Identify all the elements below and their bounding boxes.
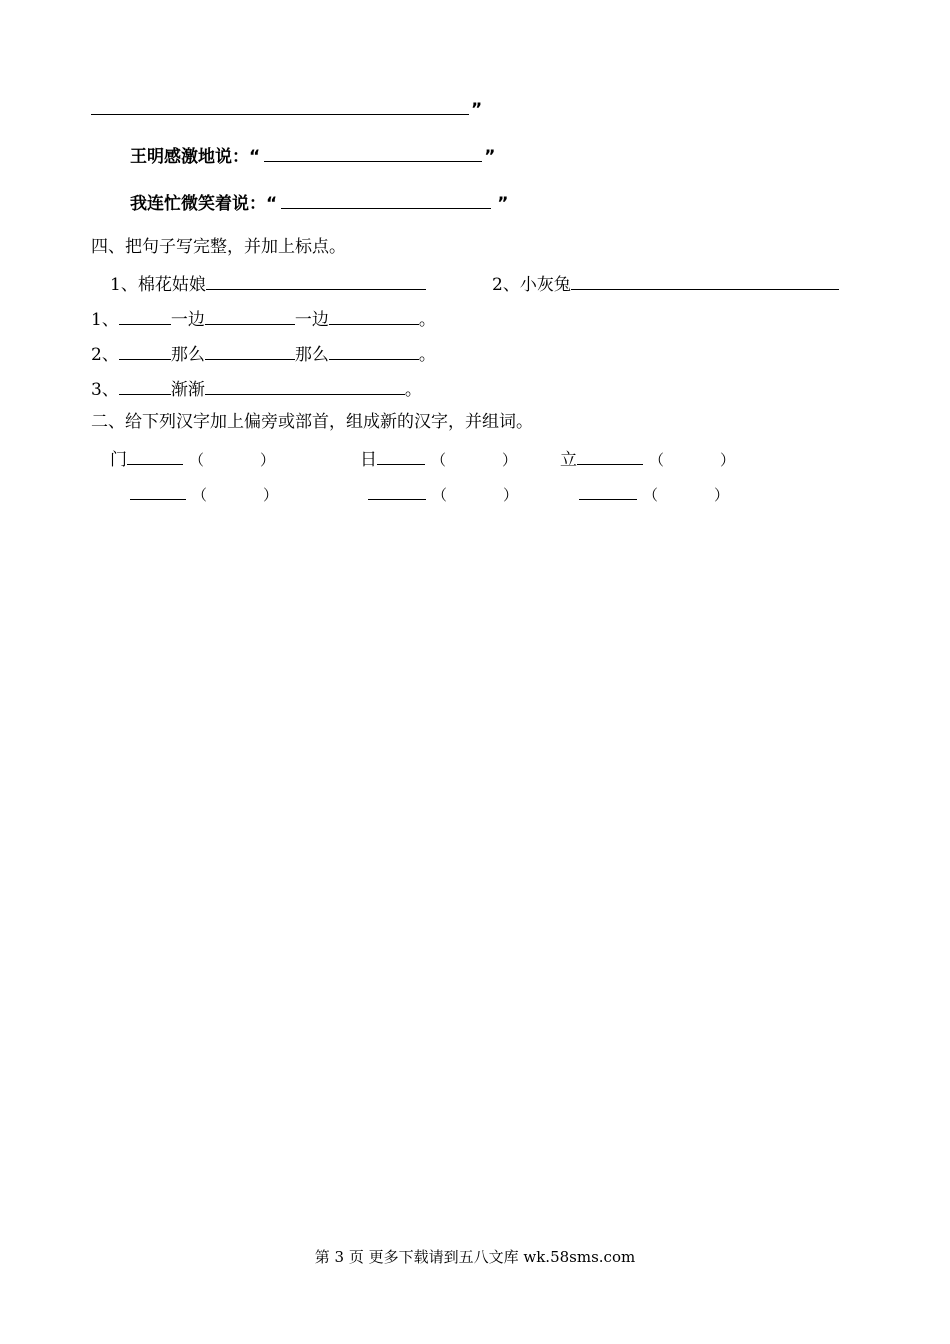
close-quote: ”	[484, 147, 496, 167]
answer-blank[interactable]	[281, 190, 491, 209]
base-character: 门	[110, 450, 127, 470]
connector-word: 一边	[294, 310, 329, 330]
fill-row-3	[91, 376, 422, 401]
paren-open: （	[432, 486, 448, 504]
radical-item-li	[560, 446, 735, 471]
paren-open: （	[643, 486, 659, 504]
row-number: 3、	[91, 380, 119, 400]
answer-blank[interactable]	[264, 143, 482, 162]
answer-blank[interactable]	[329, 306, 419, 325]
close-quote: ”	[471, 100, 483, 120]
paren-open: （	[189, 451, 205, 469]
dialogue-label: 王明感激地说：	[130, 147, 249, 167]
radical-item-blank-1	[130, 481, 278, 506]
page-footer: 第 3 页 更多下载请到五八文库 wk.58sms.com	[314, 1248, 636, 1266]
period: 。	[404, 380, 422, 400]
word-blank[interactable]	[207, 482, 263, 500]
connector-word: 渐渐	[170, 380, 205, 400]
dialogue-wang-ming	[130, 143, 495, 168]
paren-close: ）	[720, 451, 736, 469]
answer-blank[interactable]	[127, 446, 183, 465]
answer-blank[interactable]	[205, 376, 405, 395]
answer-blank[interactable]	[119, 376, 171, 395]
answer-blank[interactable]	[91, 96, 469, 115]
word-blank[interactable]	[658, 482, 714, 500]
radical-item-men	[110, 446, 275, 471]
answer-blank[interactable]	[205, 306, 295, 325]
answer-blank[interactable]	[368, 481, 426, 500]
paren-open: （	[649, 451, 665, 469]
sentence-item-2	[492, 271, 839, 296]
answer-blank[interactable]	[206, 271, 426, 290]
answer-blank[interactable]	[130, 481, 186, 500]
fill-row-1	[91, 306, 436, 331]
connector-word: 一边	[170, 310, 205, 330]
radical-item-blank-3	[579, 481, 729, 506]
answer-blank[interactable]	[577, 446, 643, 465]
paren-close: ）	[263, 486, 279, 504]
radical-item-blank-2	[368, 481, 518, 506]
base-character: 日	[360, 450, 377, 470]
base-character: 立	[560, 450, 577, 470]
paren-close: ）	[260, 451, 276, 469]
answer-blank[interactable]	[579, 481, 637, 500]
dialogue-me	[130, 190, 508, 215]
answer-blank[interactable]	[205, 341, 295, 360]
open-quote: “	[249, 147, 261, 167]
dialogue-label: 我连忙微笑着说：	[130, 194, 266, 214]
word-blank[interactable]	[446, 447, 502, 465]
section-heading: 二、给下列汉字加上偏旁或部首，组成新的汉字，并组词。	[91, 412, 533, 432]
section-heading: 四、把句子写完整，并加上标点。	[91, 237, 346, 257]
answer-line-continuation	[91, 96, 482, 121]
close-quote: ”	[497, 194, 509, 214]
item-prefix: 1、棉花姑娘	[110, 275, 206, 295]
word-blank[interactable]	[204, 447, 260, 465]
answer-blank[interactable]	[329, 341, 419, 360]
answer-blank[interactable]	[377, 446, 425, 465]
radical-item-ri	[360, 446, 517, 471]
paren-open: （	[431, 451, 447, 469]
sentence-item-1	[110, 271, 426, 296]
connector-word: 那么	[170, 345, 205, 365]
row-number: 2、	[91, 345, 119, 365]
period: 。	[418, 345, 436, 365]
connector-word: 那么	[294, 345, 329, 365]
period: 。	[418, 310, 436, 330]
answer-blank[interactable]	[119, 341, 171, 360]
paren-close: ）	[714, 486, 730, 504]
fill-row-2	[91, 341, 436, 366]
word-blank[interactable]	[664, 447, 720, 465]
answer-blank[interactable]	[571, 271, 839, 290]
row-number: 1、	[91, 310, 119, 330]
open-quote: “	[266, 194, 278, 214]
item-prefix: 2、小灰兔	[492, 275, 571, 295]
paren-close: ）	[503, 486, 519, 504]
paren-close: ）	[502, 451, 518, 469]
paren-open: （	[192, 486, 208, 504]
word-blank[interactable]	[447, 482, 503, 500]
answer-blank[interactable]	[119, 306, 171, 325]
